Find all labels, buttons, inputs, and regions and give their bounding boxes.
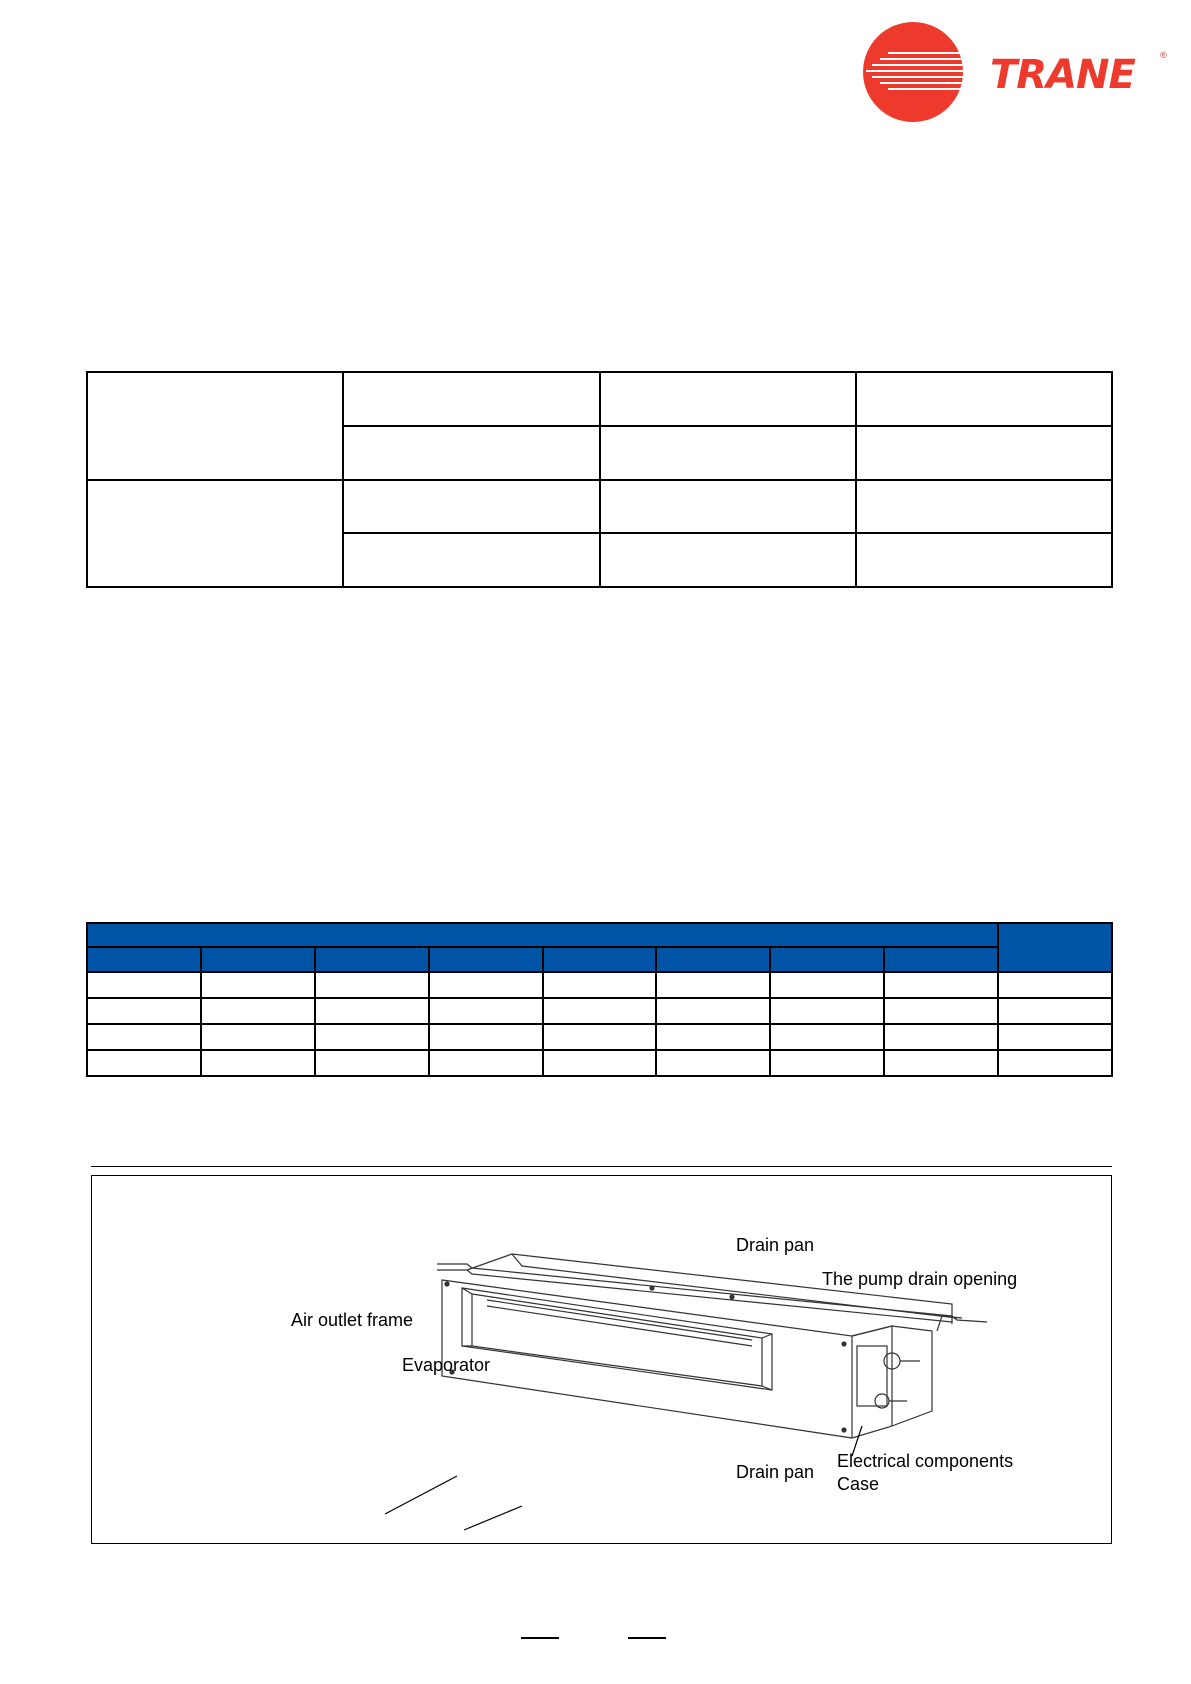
- table-row: [87, 372, 1112, 426]
- leader-lines: [385, 1426, 985, 1545]
- table-cell: [87, 972, 201, 998]
- table-header-cell: [770, 947, 884, 972]
- table-cell: [343, 480, 599, 534]
- table-cell: [600, 372, 856, 426]
- table-cell: [201, 1024, 315, 1050]
- label-pump-drain-opening: The pump drain opening: [822, 1269, 1018, 1289]
- table-cell: [998, 1050, 1112, 1076]
- table-cell: [856, 533, 1112, 587]
- table-cell: [770, 998, 884, 1024]
- table-header-cell: [201, 947, 315, 972]
- table-header-cell: [87, 923, 998, 947]
- table-cell: [87, 480, 343, 588]
- label-electrical-case: Case: [837, 1474, 880, 1494]
- spec-table: [86, 371, 1113, 588]
- table-cell: [884, 1050, 998, 1076]
- table-cell: [856, 480, 1112, 534]
- label-electrical-components: Electrical components: [837, 1451, 1014, 1471]
- table-cell: [856, 372, 1112, 426]
- table-cell: [543, 972, 657, 998]
- table-cell: [343, 372, 599, 426]
- table-cell: [87, 372, 343, 480]
- table-cell: [600, 426, 856, 480]
- table-cell: [87, 1024, 201, 1050]
- table-cell: [884, 1024, 998, 1050]
- table-cell: [543, 1050, 657, 1076]
- table-cell: [884, 972, 998, 998]
- data-table: [86, 922, 1113, 1077]
- table-cell: [656, 998, 770, 1024]
- label-air-outlet-frame: Air outlet frame: [291, 1310, 414, 1330]
- table-cell: [770, 972, 884, 998]
- table-cell: [343, 426, 599, 480]
- table-cell: [998, 1024, 1112, 1050]
- table-cell: [429, 1024, 543, 1050]
- unit-diagram-frame: [91, 1175, 1112, 1544]
- table-cell: [656, 1050, 770, 1076]
- table-cell: [600, 533, 856, 587]
- table-cell: [656, 1024, 770, 1050]
- table-header-cell: [884, 947, 998, 972]
- table-cell: [201, 998, 315, 1024]
- table-cell: [600, 480, 856, 534]
- table-cell: [770, 1024, 884, 1050]
- table-cell: [87, 1050, 201, 1076]
- table-cell: [884, 998, 998, 1024]
- table-cell: [201, 1050, 315, 1076]
- table-row: [87, 1024, 1112, 1050]
- label-evaporator: Evaporator: [402, 1355, 491, 1375]
- table-cell: [543, 998, 657, 1024]
- table-cell: [429, 972, 543, 998]
- label-drain-pan-top: Drain pan: [736, 1235, 815, 1255]
- brand-name: TRANE: [990, 52, 1135, 98]
- table-cell: [201, 972, 315, 998]
- table-cell: [315, 1024, 429, 1050]
- label-drain-pan-bottom: Drain pan: [736, 1462, 815, 1482]
- table-header-cell: [429, 947, 543, 972]
- registered-mark: ®: [1160, 50, 1167, 60]
- table-cell: [998, 998, 1112, 1024]
- footer-mark-right: [628, 1637, 666, 1639]
- table-row: [87, 998, 1112, 1024]
- table-header-cell: [315, 947, 429, 972]
- unit-diagram: [92, 1176, 1113, 1545]
- table-cell: [856, 426, 1112, 480]
- table-cell: [315, 1050, 429, 1076]
- table-row: [87, 1050, 1112, 1076]
- table-cell: [343, 533, 599, 587]
- table-cell: [656, 972, 770, 998]
- table-header-cell: [87, 947, 201, 972]
- table-header-row: [87, 923, 1112, 947]
- table-cell: [770, 1050, 884, 1076]
- table-cell: [315, 972, 429, 998]
- table-cell: [543, 1024, 657, 1050]
- table-cell: [315, 998, 429, 1024]
- table-header-cell: [656, 947, 770, 972]
- table-cell: [998, 972, 1112, 998]
- figure-divider: [91, 1166, 1112, 1167]
- table-header-cell: [543, 947, 657, 972]
- table-cell: [429, 1050, 543, 1076]
- table-cell: [87, 998, 201, 1024]
- table-header-row: [87, 947, 1112, 972]
- table-row: [87, 480, 1112, 534]
- table-row: [87, 972, 1112, 998]
- table-cell: [429, 998, 543, 1024]
- footer-mark-left: [521, 1637, 559, 1639]
- table-header-cell: [998, 923, 1112, 972]
